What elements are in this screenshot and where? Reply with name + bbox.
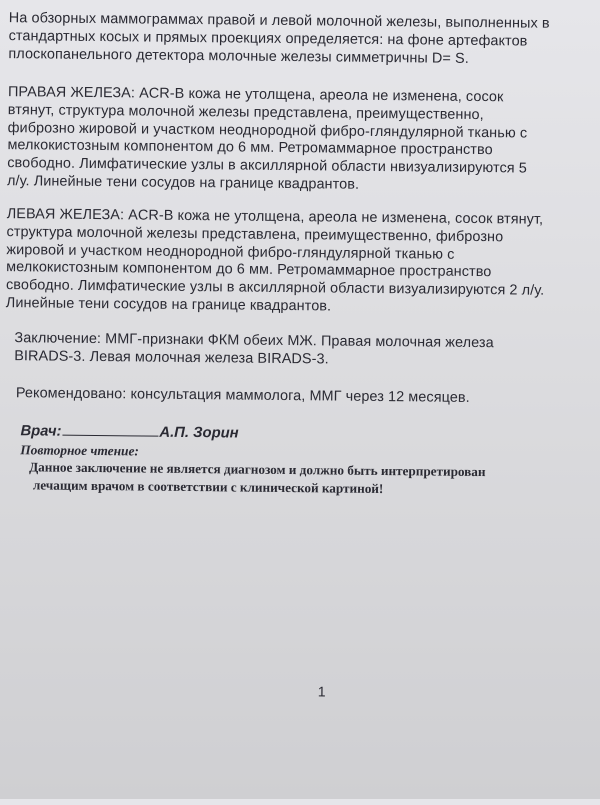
text-line: мелкокистозным компонентом до 6 мм. Ретромаммарное пространство (6, 259, 492, 281)
text-line: свободно. Лимфатические узлы в аксиллярной области нвизуализируются 5 (7, 155, 527, 177)
text-line: ЛЕВАЯ ЖЕЛЕЗА: ACR-B кожа не утолщена, ареола не изменена, сосок втянут, (6, 206, 544, 228)
left-breast-paragraph (6, 206, 545, 318)
text-line: Заключение: ММГ-признаки ФКМ обеих МЖ. Правая молочная железа (14, 330, 494, 352)
doctor-signature-line (20, 422, 238, 441)
text-line: л/у. Линейные тени сосудов на границе квадрантов. (7, 173, 360, 193)
text-line: структура молочной железы представлена, преимущественно, фиброзно (6, 223, 504, 246)
signature-blank (62, 423, 158, 437)
text-line: фиброзно жировой и участком неоднородной фибро-гляндулярной тканью с (7, 119, 528, 142)
doctor-label: Врач: (20, 423, 62, 440)
disclaimer-line: лечащим врачом в соответствии с клинической картиной! (32, 477, 384, 497)
intro-paragraph (8, 10, 549, 69)
doctor-name: А.П. Зорин (159, 424, 239, 442)
text-line: BIRADS-3. Левая молочная железа BIRADS-3. (14, 347, 329, 368)
text-line: плоскопанельного детектора молочные железы симметричны D= S. (8, 45, 469, 67)
text-line: ПРАВАЯ ЖЕЛЕЗА: ACR-B кожа не утолщена, ареола не изменена, сосок (7, 84, 504, 106)
text-line: Рекомендовано: консультация маммолога, ММГ через 12 месяцев. (15, 385, 470, 406)
text-line: жировой и участком неоднородной фибро-гляндулярной тканью с (6, 241, 455, 263)
text-line: свободно. Лимфатические узлы в аксиллярной области визуализируются 2 л/у. (5, 277, 545, 299)
text-line: Линейные тени сосудов на границе квадрантов. (5, 295, 332, 315)
disclaimer (29, 458, 486, 499)
page-number: 1 (317, 683, 326, 700)
text-line: втянут, структура молочной железы представлена, преимущественно, (7, 101, 484, 123)
disclaimer-line: Данное заключение не является диагнозом и должно быть интерпретирован (29, 459, 486, 480)
conclusion-paragraph (14, 330, 494, 371)
text-line: стандартных косых и прямых проекциях определяется: на фоне артефактов (8, 27, 528, 50)
text-line: мелкокистозным компонентом до 6 мм. Ретромаммарное пространство (7, 137, 493, 159)
second-reading-label: Повторное чтение: (20, 442, 140, 459)
recommendation-paragraph (16, 385, 470, 408)
right-breast-paragraph (7, 84, 528, 196)
text-line: На обзорных маммограммах правой и левой молочной железы, выполненных в (8, 10, 550, 32)
